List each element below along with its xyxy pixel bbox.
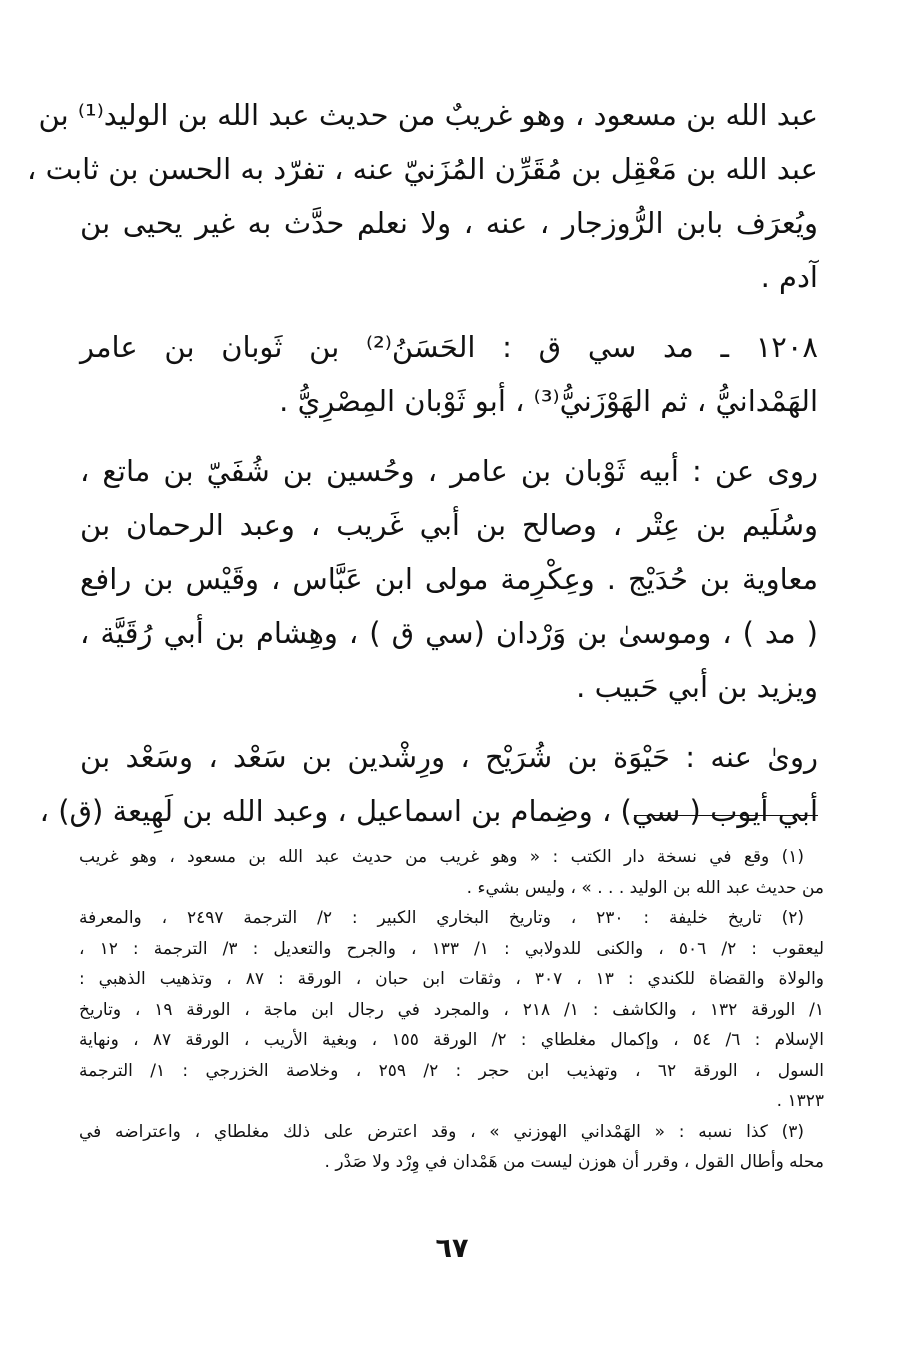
text-line: ويزيد بن أبي حَبيب .: [576, 670, 818, 704]
footnote-line: (٣) كذا نسبه : « الهَمْداني الهوزني » ، وقد اعترض على ذلك مغلطاي ، واعتراضه في: [79, 1121, 804, 1142]
footnote-3: [79, 1117, 824, 1178]
footnote-1: [79, 842, 824, 903]
footnote-line: الإسلام : ٦/ ٥٤ ، وإكمال مغلطاي : ٢/ الورقة ١٥٥ ، وبغية الأريب ، الورقة ٨٧ ، ونهاية: [79, 1030, 824, 1050]
text-line: روىٰ عنه : حَيْوَة بن شُرَيْح ، ورِشْدين بن سَعْد ، وسَعْد بن: [80, 740, 818, 774]
text-line: روى عن : أبيه ثَوْبان بن عامر ، وحُسين بن شُفَيّ بن ماتع ،: [80, 454, 818, 488]
page-number: ٦٧: [435, 1233, 469, 1264]
text-line: أبي أيوب ( سي) ، وضِمام بن اسماعيل ، وعبد الله بن لَهِيعة (ق) ،: [39, 794, 818, 828]
footnote-line: محله وأطال القول ، وقرر أن هوزن ليست من هَمْدان في وِرْد ولا صَدْر .: [324, 1152, 824, 1172]
entry-heading-line: الهَمْدانيُّ ، ثم الهَوْزَنيُّ⁽³⁾ ، أبو ثَوْبان المِصْرِيُّ .: [279, 384, 818, 418]
text-line: عبد الله بن مَعْقِل بن مُقَرِّن المُزَنيّ عنه ، تفرّد به الحسن بن ثابت ،: [27, 152, 818, 186]
text-line: ويُعرَف بابن الرُّوزجار ، عنه ، ولا نعلم حدَّث به غير يحيى بن: [80, 206, 818, 240]
main-text: [27, 88, 818, 838]
footnote-line: (١) وقع في نسخة دار الكتب : « وهو غريب من حديث عبد الله بن مسعود ، وهو غريب: [79, 847, 804, 867]
footnote-line: (٢) تاريخ خليفة : ٢٣٠ ، وتاريخ البخاري الكبير : ٢/ الترجمة ٢٤٩٧ ، والمعرفة: [79, 908, 804, 928]
footnote-line: من حديث عبد الله بن الوليد . . . » ، وليس بشيء .: [466, 877, 824, 898]
footnote-line: ١٣٢٣ .: [776, 1091, 824, 1111]
narrated-by-section: [39, 730, 818, 838]
footnote-line: والولاة والقضاة للكندي : ١٣ ، ٣٠٧ ، وثقات ابن حبان ، الورقة : ٨٧ ، وتذهيب الذهبي :: [79, 969, 825, 989]
entry-heading-line: ١٢٠٨ ـ مد سي ق : الحَسَنُ⁽²⁾ بن ثَوبان بن عامر: [80, 330, 818, 364]
text-line: آدم .: [760, 260, 818, 294]
text-line: ( مد ) ، وموسىٰ بن وَرْدان (سي ق ) ، وهِشام بن أبي رُقَيَّة ،: [80, 616, 818, 650]
footnote-divider: [634, 815, 818, 816]
footnote-line: السول ، الورقة ٦٢ ، وتهذيب ابن حجر : ٢/ ٢٥٩ ، وخلاصة الخزرجي : ١/ الترجمة: [79, 1060, 824, 1081]
text-line: عبد الله بن مسعود ، وهو غريبٌ من حديث عبد الله بن الوليد⁽¹⁾ بن: [38, 98, 818, 132]
footnote-line: ليعقوب : ٢/ ٥٠٦ ، والكنى للدولابي : ١/ ١٣٣ ، والجرح والتعديل : ٣/ الترجمة : ١٢ ،: [79, 938, 825, 959]
text-line: معاوية بن حُدَيْج . وعِكْرِمة مولى ابن عَبَّاس ، وقَيْس بن رافع: [80, 562, 818, 596]
text-line: وسُلَيم بن عِتْر ، وصالح بن أبي غَريب ، وعبد الرحمان بن: [80, 508, 818, 542]
entry-heading: [80, 320, 818, 428]
paragraph-continuation: [27, 88, 818, 304]
footnote-line: ١/ الورقة ١٣٢ ، والكاشف : ١/ ٢١٨ ، والمجرد في رجال ابن ماجة ، الورقة ١٩ ، وتاريخ: [79, 999, 824, 1020]
footnote-2: [79, 903, 824, 1117]
narrated-from-section: [80, 444, 818, 714]
footnotes: [79, 842, 824, 1178]
